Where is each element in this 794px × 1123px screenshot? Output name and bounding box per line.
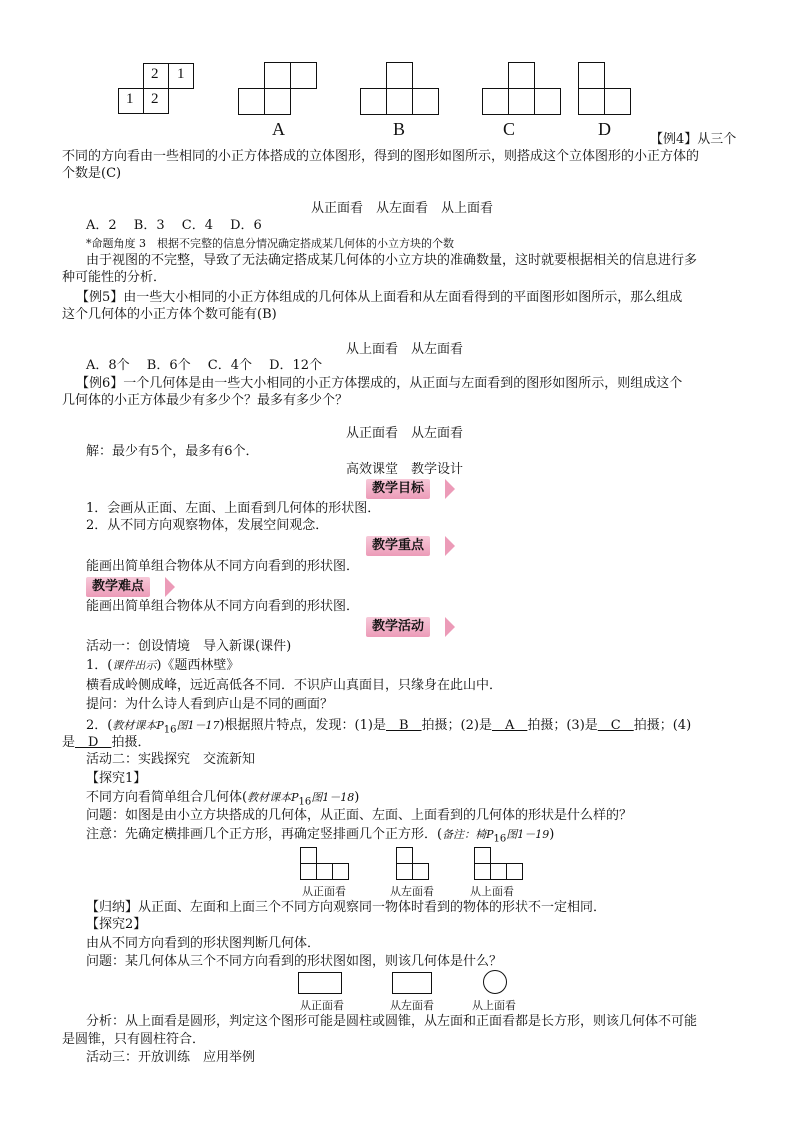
ex5-line1: 【例5】由一些大小相同的小正方体组成的几何体从上面看和从左面看得到的平面图形如图所示，那么组成: [76, 290, 683, 305]
explore2-question: 问题：某几何体从三个不同方向看到的形状图如图，则该几何体是什么？: [86, 954, 503, 969]
answer-blank-1: B: [385, 718, 422, 733]
option-b-label: B: [393, 119, 406, 139]
ex4-choices: A．2 B．3 C．4 D．6: [86, 218, 262, 233]
left-rectangle: [392, 972, 432, 994]
difficulty-banner: [86, 577, 178, 597]
analysis-line2: 是圆锥，只有圆柱符合．: [62, 1032, 206, 1047]
goals-item-2: 2．从不同方向观察物体，发展空间观念．: [86, 518, 329, 533]
ex6-answer: 解：最少有5个，最多有6个．: [86, 444, 259, 459]
explore1-heading: 【探究1】: [86, 771, 147, 786]
explore1-note: 注意：先确定横排画几个正方形，再确定竖排画几个正方形．(备注：椅$P_{16}$图1－19): [86, 827, 555, 845]
front-rectangle: [298, 972, 342, 994]
activity3-heading: 活动三：开放训练 应用举例: [86, 1050, 256, 1065]
angle3-para-line1: 由于视图的不完整，导致了无法确定搭成某几何体的小立方块的准确数量，这时就要根据相关的信息进行多: [86, 253, 698, 268]
option-a-label: A: [272, 119, 285, 139]
option-c-label: C: [503, 119, 516, 139]
ex5-line2: 这个几何体的小正方体个数可能有(B): [62, 307, 277, 322]
explore2-line1: 由从不同方向看到的形状图判断几何体．: [86, 936, 321, 951]
cell-number: 2: [151, 91, 159, 107]
design-title: 高效课堂 教学设计: [346, 462, 464, 477]
e1-view-top: 从上面看: [470, 885, 514, 898]
focus-banner: [366, 536, 458, 556]
poem-question: 提问：为什么诗人看到庐山是不同的画面？: [86, 697, 334, 712]
e2-view-top: 从上面看: [472, 999, 516, 1012]
activities-banner: [366, 617, 458, 637]
explore2-heading: 【探究2】: [86, 917, 147, 932]
photo-question-line1: 2．(教材课本$P_{16}$图1－17)根据照片特点，发现：(1)是 B 拍摄；(2)是 A 拍摄；(3)是 C 拍摄；(4): [86, 718, 692, 736]
e2-view-front: 从正面看: [300, 999, 344, 1012]
ex4-line2: 不同的方向看由一些相同的小正方体搭成的立体图形，得到的图形如图所示，则搭成这个立体图形的小正方体的: [62, 149, 700, 164]
cell-number: 1: [177, 66, 185, 82]
activity1-heading: 活动一：创设情境 导入新课(课件): [86, 639, 292, 654]
goals-banner: [366, 479, 458, 499]
ex6-views-caption: 从正面看 从左面看: [346, 426, 464, 441]
e2-view-left: 从左面看: [390, 999, 434, 1012]
e1-view-front: 从正面看: [302, 885, 346, 898]
photo-question-line2: 是 D 拍摄．: [62, 735, 151, 750]
angle3-para-line2: 种可能性的分析．: [62, 270, 167, 285]
explore1-question: 问题：如图是由小立方块搭成的几何体，从正面、左面、上面看到的几何体的形状是什么样的？: [86, 808, 633, 823]
poem-intro-note: 课件出示: [112, 659, 157, 672]
top-circle: [483, 970, 507, 994]
activity2-heading: 活动二：实践探究 交流新知: [86, 752, 256, 767]
answer-blank-2: A: [491, 718, 528, 733]
goals-item-1: 1．会画从正面、左面、上面看到几何体的形状图．: [86, 501, 381, 516]
poem-intro: 1．(课件出示)《题西林壁》: [86, 658, 240, 673]
answer-blank-3: C: [597, 718, 634, 733]
explore1-line1: 不同方向看简单组合几何体(教材课本$P_{16}$图1－18): [86, 790, 360, 808]
ex4-views-caption: 从正面看 从左面看 从上面看: [311, 201, 494, 216]
option-d-label: D: [598, 119, 611, 139]
conclusion: 【归纳】从正面、左面和上面三个不同方向观察同一物体时看到的物体的形状不一定相同．: [86, 900, 607, 915]
difficulty-text: 能画出简单组合物体从不同方向看到的形状图．: [86, 599, 360, 614]
ex4-line3: 个数是(C): [62, 166, 122, 181]
activities-banner-label: 教学活动: [366, 617, 430, 637]
ex5-views-caption: 从上面看 从左面看: [346, 342, 464, 357]
difficulty-banner-label: 教学难点: [86, 577, 150, 597]
answer-blank-4: D: [75, 735, 112, 750]
focus-banner-label: 教学重点: [366, 536, 430, 556]
ex5-choices: A．8个 B．6个 C．4个 D．12个: [86, 358, 323, 373]
focus-text: 能画出简单组合物体从不同方向看到的形状图．: [86, 559, 360, 574]
analysis-line1: 分析：从上面看是圆形，判定这个图形可能是圆柱或圆锥，从左面和正面看都是长方形，则该几何体不可能: [86, 1014, 698, 1029]
e1-view-left: 从左面看: [390, 885, 434, 898]
angle3-title: *命题角度 3 根据不完整的信息分情况确定搭成某几何体的小立方块的个数: [86, 237, 454, 250]
cell-number: 1: [126, 91, 134, 107]
ex4-line1: 【例4】从三个: [650, 132, 737, 147]
cell-number: 2: [151, 66, 159, 82]
ex6-line1: 【例6】一个几何体是由一些大小相同的小正方体摆成的，从正面与左面看到的图形如图所示，则组成这个: [76, 376, 683, 391]
ex6-line2: 几何体的小正方体最少有多少个？最多有多少个？: [62, 393, 349, 408]
poem-text: 横看成岭侧成峰，远近高低各不同．不识庐山真面目，只缘身在此山中．: [86, 678, 503, 693]
goals-banner-label: 教学目标: [366, 479, 430, 499]
